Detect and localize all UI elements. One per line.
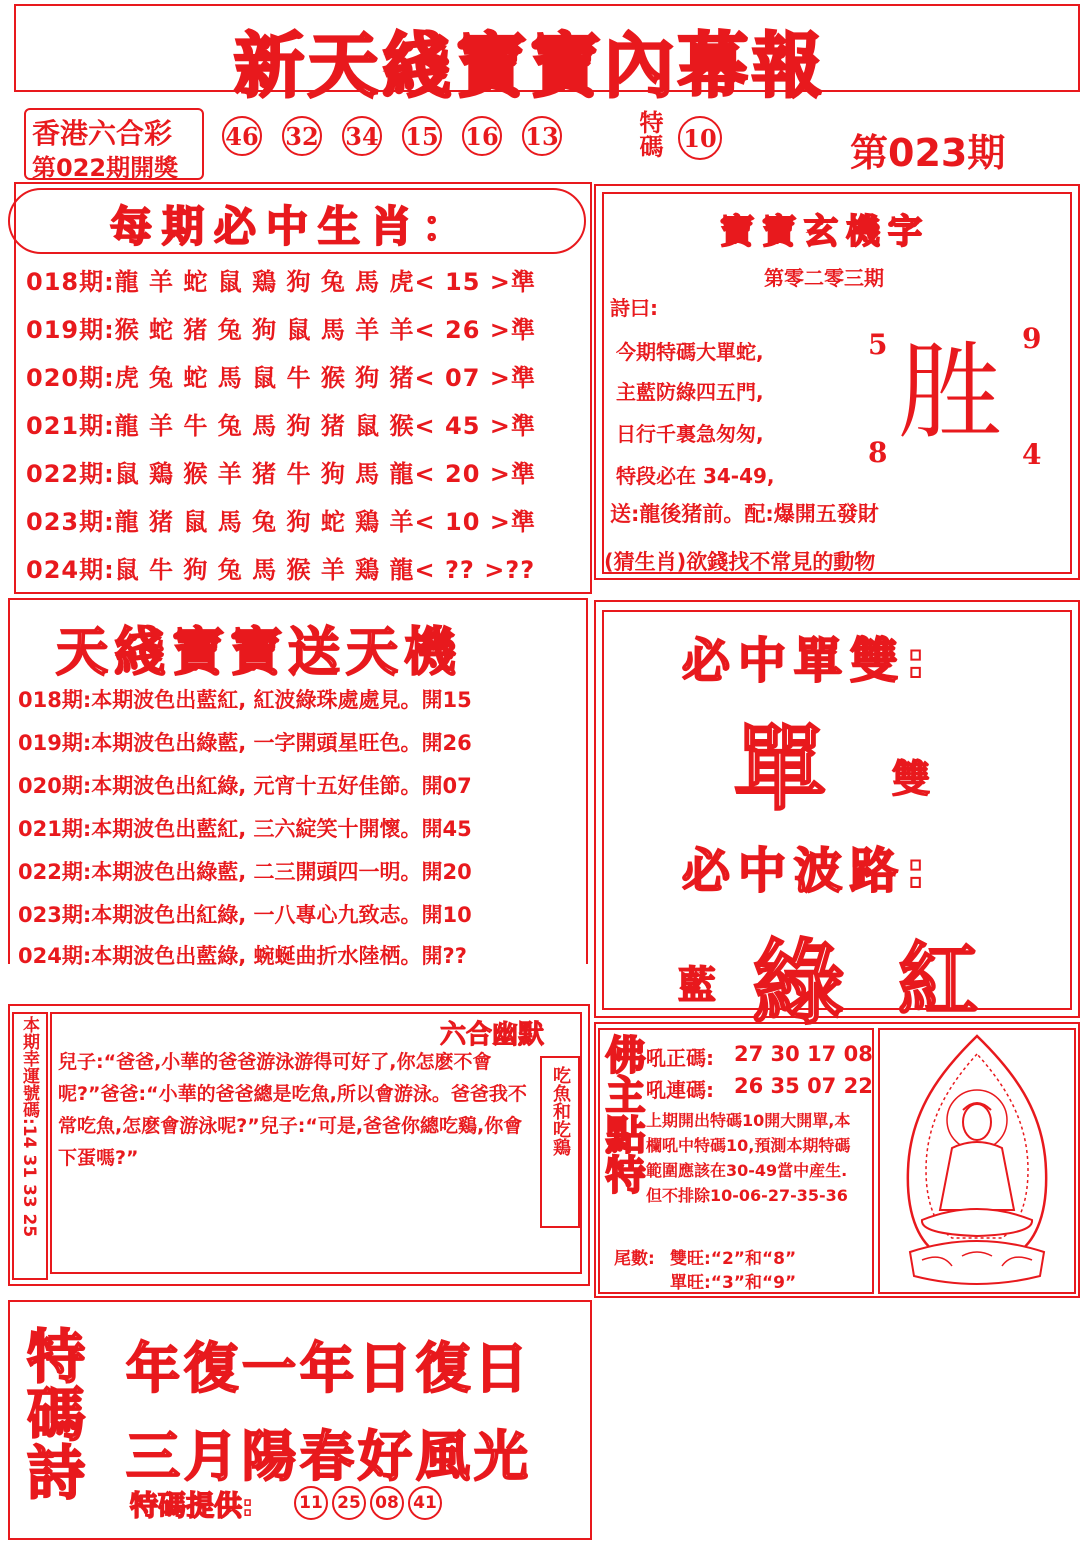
poem-line-3: 日行千裏急匆匆, (616, 422, 764, 446)
wave-row-024: 024期:本期波色出藍綠, 蜿蜒曲折水陸栖。開?? (18, 944, 467, 968)
big-char: 胜 (898, 331, 1003, 453)
corner-num-tr: 9 (1022, 322, 1042, 355)
send-line: 送:龍後猪前。配:爆開五發財 (610, 502, 879, 526)
special-poem-line-2: 三月陽春好風光 (126, 1425, 532, 1488)
ball-5: 16 (462, 116, 502, 156)
wave-row-020: 020期:本期波色出紅綠, 元宵十五好佳節。開07 (18, 774, 472, 798)
secret-subheading: 第零二零三期 (764, 266, 884, 290)
ball-6: 13 (522, 116, 562, 156)
oddeven-heading-2: 必中波路: (682, 843, 934, 899)
zodiac-row-018: 018期:龍 羊 蛇 鼠 鶏 狗 兔 馬 虎< 15 >準 (26, 268, 536, 296)
zodiac-row-022: 022期:鼠 鶏 猴 羊 猪 牛 狗 馬 龍< 20 >準 (26, 460, 536, 488)
wave-row-018: 018期:本期波色出藍紅, 紅波綠珠處處見。開15 (18, 688, 472, 712)
ball-2: 32 (282, 116, 322, 156)
zodiac-heading: 每期必中生肖： (110, 202, 475, 251)
ball-3: 34 (342, 116, 382, 156)
provide-ball-2: 25 (332, 1486, 366, 1520)
special-provide-label: 特碼提供: (130, 1489, 254, 1522)
poem-line-4: 特段必在 34-49, (616, 464, 775, 488)
buddha-vertical-label: 佛主點特 (599, 1034, 645, 1194)
special-provide-numbers (294, 1486, 446, 1520)
oddeven-big-odd: 單 (734, 716, 827, 823)
buddha-figure-icon (882, 1030, 1072, 1292)
wave-small-blue: 藍 (678, 963, 717, 1007)
issue-number: 第023期 (850, 131, 1006, 175)
wave-row-021: 021期:本期波色出藍紅, 三六綻笑十開懷。開45 (18, 817, 472, 841)
tail-even: 雙旺:“2”和“8” (670, 1249, 797, 1269)
oddeven-heading-1: 必中單雙: (682, 633, 934, 689)
oddeven-small-even: 雙 (892, 757, 931, 801)
wave-big-red: 紅 (898, 934, 978, 1027)
tail-odd: 單旺:“3”和“9” (670, 1273, 797, 1293)
corner-num-bl: 8 (868, 436, 888, 469)
provide-ball-3: 08 (370, 1486, 404, 1520)
poem-line-1: 今期特碼大單蛇, (616, 340, 764, 364)
humor-answer: 吃魚和吃鶏 (550, 1066, 571, 1156)
secret-heading: 寶寶玄機字 (720, 212, 930, 252)
shout-lian-numbers: 26 35 07 22 (734, 1074, 873, 1098)
special-poem-vertical: 特碼詩 (17, 1326, 85, 1500)
poem-line-2: 主藍防綠四五門, (616, 380, 764, 404)
zodiac-row-020: 020期:虎 兔 蛇 馬 鼠 牛 猴 狗 猪< 07 >準 (26, 364, 536, 392)
ball-1: 46 (222, 116, 262, 156)
wave-row-019: 019期:本期波色出綠藍, 一字開頭星旺色。開26 (18, 731, 472, 755)
page-title: 新天綫寶寶內幕報 (234, 25, 826, 107)
wave-row-023: 023期:本期波色出紅綠, 一八專心九致志。開10 (18, 903, 472, 927)
humor-tag: 六合幽默 (440, 1020, 545, 1050)
wave-big-green: 綠 (752, 930, 845, 1037)
humor-text: 兒子:“爸爸,小華的爸爸游泳游得可好了,你怎麽不會呢?”爸爸:“小華的爸爸總是吃魚,所以會游泳。爸爸我不常吃魚,怎麽會游泳呢?”兒子:“可是,爸爸你總吃鷄,你會下蛋嗎?” (58, 1051, 527, 1169)
buddha-note: 上期開出特碼10開大開單,本欄吼中特碼10,預測本期特碼範圍應該在30-49當中産生.但不排除10-06-27-35-36 (646, 1111, 851, 1205)
special-ball: 10 (678, 116, 722, 160)
tail-label: 尾數: (614, 1249, 655, 1269)
riddle-line: (猜生肖)欲錢找不常見的動物 (604, 550, 876, 574)
draw-balls (222, 116, 562, 156)
special-poem-line-1: 年復一年日復日 (126, 1337, 532, 1400)
corner-num-br: 4 (1022, 438, 1042, 471)
ball-4: 15 (402, 116, 442, 156)
zodiac-row-024: 024期:鼠 牛 狗 兔 馬 猴 羊 鶏 龍< ?? >?? (26, 556, 536, 584)
lucky-side-label: 本期幸運號碼:14 31 33 25 (19, 1016, 39, 1238)
zodiac-row-023: 023期:龍 猪 鼠 馬 兔 狗 蛇 鶏 羊< 10 >準 (26, 508, 536, 536)
wave-heading: 天綫寶寶送天機 (56, 623, 463, 683)
provide-ball-4: 41 (408, 1486, 442, 1520)
special-label: 特碼 (635, 110, 663, 158)
provide-ball-1: 11 (294, 1486, 328, 1520)
corner-num-tl: 5 (868, 328, 888, 361)
poem-intro: 詩曰: (610, 296, 658, 320)
draw-label: 第022期開獎 (32, 154, 179, 182)
shout-lian-label: 吼連碼: (646, 1078, 714, 1102)
zodiac-row-019: 019期:猴 蛇 猪 兔 狗 鼠 馬 羊 羊< 26 >準 (26, 316, 536, 344)
lottery-name: 香港六合彩 (32, 117, 173, 150)
wave-row-022: 022期:本期波色出綠藍, 二三開頭四一明。開20 (18, 860, 472, 884)
zodiac-row-021: 021期:龍 羊 牛 兔 馬 狗 猪 鼠 猴< 45 >準 (26, 412, 536, 440)
shout-zheng-numbers: 27 30 17 08 (734, 1042, 873, 1066)
shout-zheng-label: 吼正碼: (646, 1046, 714, 1070)
